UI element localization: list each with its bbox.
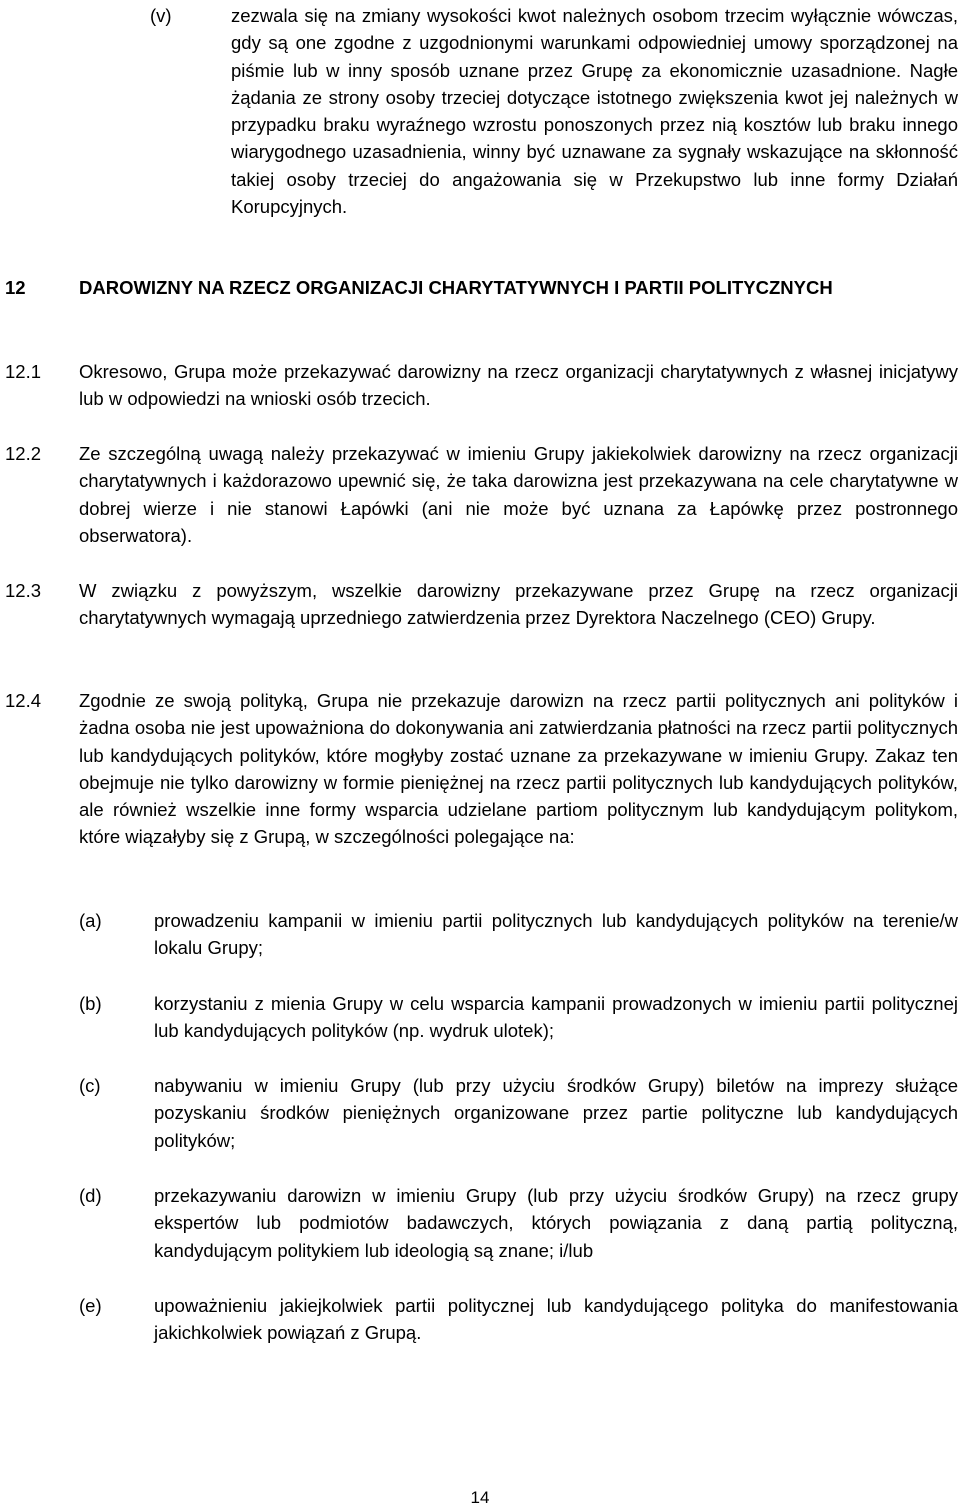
clause-text-12-4: Zgodnie ze swoją polityką, Grupa nie przekazuje darowizn na rzecz partii politycznych ani polityków i żadna osoba nie jest upoważniona do dokonywania ani zatwierdzania płatności na rzecz partii politycznych lub kandydujących polityków, które mogłyby zostać uznane za przekazywane w imieniu Grupy. Zakaz ten obejmuje nie tylko darowizny w formie pieniężnej na rzecz partii politycznych lub kandydujących polityków, ale również wszelkie inne formy wsparcia udzielane partiom politycznym lub kandydującym politykom, które wiązałyby się z Grupą, w szczególności polegające na: bbox=[79, 690, 958, 848]
section-heading bbox=[5, 274, 958, 301]
clause-text-12-3: W związku z powyższym, wszelkie darowizny przekazywane przez Grupę na rzecz organizacji charytatywnych wymagają uprzedniego zatwierdzenia przez Dyrektora Naczelnego (CEO) Grupy. bbox=[79, 580, 958, 629]
subitem-text-d: przekazywaniu darowizn w imieniu Grupy (lub przy użyciu środków Grupy) na rzecz grupy ekspertów lub podmiotów badawczych, których powiązania z daną partią polityczną, kandydującym politykiem lub ideologią są znane; i/lub bbox=[154, 1185, 958, 1261]
subitem-label-e: (e) bbox=[79, 1295, 102, 1316]
clause-number-12-1: 12.1 bbox=[5, 361, 42, 382]
item-text-v: zezwala się na zmiany wysokości kwot należnych osobom trzecim wyłącznie wówczas, gdy są one zgodne z uzgodnionymi warunkami odpowiedniej umowy sporządzonej na piśmie lub w inny sposób uznane przez Grupę za ekonomicznie uzasadnione. Nagłe żądania ze strony osoby trzeciej dotyczące istotnego zwiększenia kwot jej należnych w przypadku braku wyraźnego wzrostu ponoszonych przez nią kosztów lub braku innego wiarygodnego uzasadnienia, winny być uznawane za sygnały wskazujące na skłonność takiej osoby trzeciej do angażowania się w Przekupstwo lub inne formy Działań Korupcyjnych. bbox=[231, 5, 958, 218]
section-title: DAROWIZNY NA RZECZ ORGANIZACJI CHARYTATYWNYCH I PARTII POLITYCZNYCH bbox=[79, 277, 833, 298]
subitem-text-c: nabywaniu w imieniu Grupy (lub przy użyciu środków Grupy) biletów na imprezy służące pozyskaniu środków pieniężnych organizowane przez partie polityczne lub kandydujących polityków; bbox=[154, 1075, 958, 1151]
clause-number-12-2: 12.2 bbox=[5, 443, 42, 464]
subitem-text-e: upoważnieniu jakiejkolwiek partii politycznej lub kandydującego polityka do manifestowania jakichkolwiek powiązań z Grupą. bbox=[154, 1295, 958, 1344]
page-number: 14 bbox=[470, 1488, 490, 1507]
subitem-label-c: (c) bbox=[79, 1075, 101, 1096]
subitem-label-a: (a) bbox=[79, 910, 102, 931]
subitem-label-d: (d) bbox=[79, 1185, 102, 1206]
subitem-text-b: korzystaniu z mienia Grupy w celu wsparcia kampanii prowadzonych w imieniu partii politycznej lub kandydujących polityków (np. wydruk ulotek); bbox=[154, 993, 958, 1042]
clause-text-12-2: Ze szczególną uwagą należy przekazywać w imieniu Grupy jakiekolwiek darowizny na rzecz organizacji charytatywnych i każdorazowo upewnić się, że taka darowizna jest przekazywana na cele charytatywne w dobrej wierze i nie stanowi Łapówki (ani nie może być uznana za Łapówkę przez postronnego obserwatora). bbox=[79, 443, 958, 546]
clause-text-12-1: Okresowo, Grupa może przekazywać darowizny na rzecz organizacji charytatywnych z własnej inicjatywy lub w odpowiedzi na wnioski osób trzecich. bbox=[79, 361, 958, 410]
section-number: 12 bbox=[5, 277, 26, 298]
item-label-v: (v) bbox=[150, 5, 172, 26]
subitem-text-a: prowadzeniu kampanii w imieniu partii politycznych lub kandydujących polityków na terenie/w lokalu Grupy; bbox=[154, 910, 958, 959]
clause-number-12-3: 12.3 bbox=[5, 580, 42, 601]
subitem-label-b: (b) bbox=[79, 993, 102, 1014]
clause-number-12-4: 12.4 bbox=[5, 690, 42, 711]
